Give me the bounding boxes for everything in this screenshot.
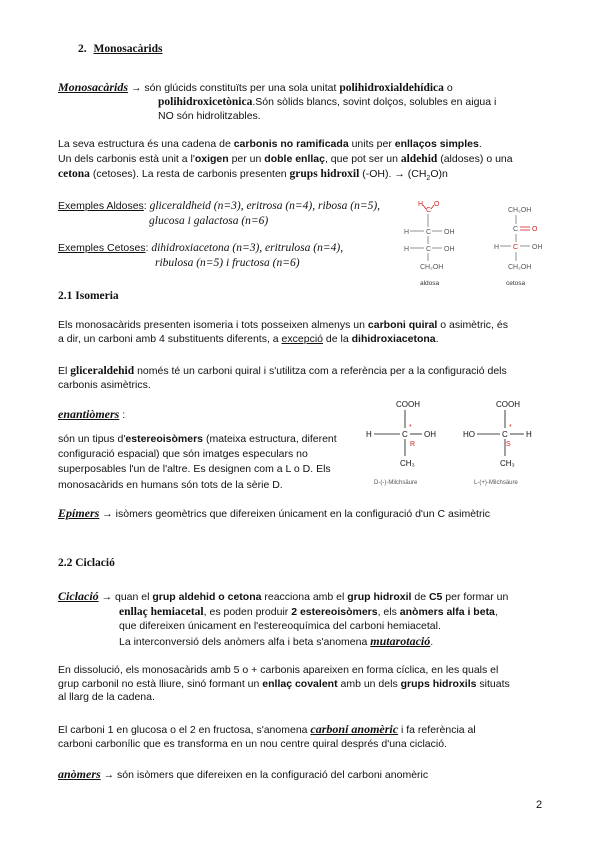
- bold-text: anòmers alfa i beta: [399, 606, 495, 618]
- term-mutarotacio: mutarotació: [370, 634, 431, 648]
- text: amb un dels: [337, 677, 401, 690]
- fischer-d: [366, 400, 436, 486]
- underlined-text: excepció: [281, 332, 323, 345]
- bold-text: C5: [428, 591, 443, 603]
- bold-term: cetona: [58, 167, 90, 180]
- dissolucio-paragraph: [58, 664, 544, 705]
- aldose-row2-h: H: [404, 246, 410, 253]
- text: La seva estructura és una cadena de: [58, 138, 234, 150]
- ketose-caption: cetosa: [506, 280, 526, 287]
- enantiomers-line-2: configuració espacial) que són imatges especulars no: [58, 448, 308, 461]
- examples-aldoses-text: gliceraldheid (n=3), eritrosa (n=4), ribosa (n=5),: [146, 200, 381, 212]
- section-heading-ciclacio: 2.2 Ciclació: [58, 557, 115, 569]
- text: El carboni 1 en glucosa o el 2 en fructosa, s'anomena: [58, 724, 311, 736]
- text: reacciona amb el: [261, 591, 348, 603]
- fischer-l-left: HO: [463, 430, 475, 439]
- ketose-mid-o: O: [532, 226, 538, 233]
- text: .Són sòlids blancs, sovint dolços, solubles en aigua i: [252, 96, 497, 108]
- text: → són isòmers que difereixen en la configuració del carboni anomèric: [100, 769, 429, 781]
- text: o: [443, 82, 453, 94]
- bold-text: carboni quiral: [367, 319, 438, 331]
- text: , que pot ser un: [324, 152, 401, 165]
- section-number: 2.: [78, 43, 87, 55]
- bold-term: gliceraldehid: [70, 365, 135, 377]
- ciclacio-line-1: [58, 589, 558, 605]
- term-epimers: Epímers: [58, 506, 100, 520]
- bold-text: oxigen: [194, 152, 229, 165]
- structure-line-2: [58, 152, 548, 167]
- examples-aldoses-label: Exemples Aldoses: [58, 200, 144, 212]
- enantiomers-line-4: monosacàrids en humans són tots de la sèrie D.: [58, 478, 283, 491]
- isomeria-p2-line-1: [58, 364, 548, 379]
- colon: :: [119, 409, 126, 421]
- ketose-structure: [494, 207, 543, 287]
- examples-cetoses-line-2: ribulosa (n=5) i fructosa (n=6): [155, 257, 300, 269]
- page-number: 2: [536, 799, 543, 811]
- anomers-line: [58, 767, 558, 783]
- subscript: 2: [426, 174, 431, 182]
- carboni-anomeric-line-2: carboni carbonílic que es transforma en un nou centre quiral després d'una ciclació.: [58, 737, 447, 750]
- epimers-line: [58, 506, 558, 522]
- text: , es poden produir: [203, 606, 292, 618]
- examples-aldoses-line-1: [58, 199, 380, 214]
- fischer-l-caption: L-(+)-Milchsäure: [474, 480, 518, 486]
- fischer-d-right: OH: [424, 430, 436, 439]
- text: .: [478, 138, 482, 150]
- text: → quan el: [98, 591, 153, 603]
- text: a dir, un carboni amb 4 substituents diferents, a: [58, 332, 282, 345]
- enantiomers-heading: [58, 407, 125, 423]
- text: de la: [323, 332, 352, 345]
- term-anomers: anòmers: [58, 767, 101, 781]
- ciclacio-line-4: [119, 634, 433, 650]
- structure-line-3: [58, 167, 548, 183]
- text: → isòmers geomètrics que difereixen únicament en la configuració d'un C asimètric: [99, 508, 491, 520]
- fischer-d-bottom: CH₃: [400, 459, 415, 468]
- structure-paragraph: [58, 138, 548, 183]
- text: per formar un: [442, 591, 509, 603]
- term-enantiomers: enantiòmers: [58, 407, 120, 421]
- text: .: [435, 332, 439, 345]
- text: per un: [228, 152, 265, 165]
- bold-text: enllaços simples: [394, 138, 479, 150]
- fischer-d-caption: D-(-)-Milchsäure: [374, 480, 418, 486]
- ketose-mid-c: C: [513, 226, 519, 233]
- dissolucio-line-1: En dissolució, els monosacàrids amb 5 o + carbonis apareixen en forma cíclica, en les quals el: [58, 664, 499, 676]
- section-heading-monosacarids: [78, 42, 163, 57]
- enantiomers-line-1: [58, 432, 351, 447]
- fischer-d-star: *: [409, 424, 412, 431]
- bold-text: carbonis no ramificada: [233, 138, 349, 150]
- isomeria-paragraph-1: [58, 319, 544, 346]
- bold-text: estereoisòmers: [125, 433, 204, 445]
- aldose-top-c: C: [426, 207, 432, 214]
- carboni-anomeric-line-1: [58, 722, 544, 738]
- text: només té un carboni quiral i s'utilitza com a referència per a la configuració dels: [134, 365, 507, 377]
- text: ,: [494, 606, 498, 618]
- aldose-row2-c: C: [426, 246, 432, 253]
- enantiomers-line-3: superposables l'un de l'altre. Es designen com a L o D. Els: [58, 463, 331, 476]
- fischer-d-center: C: [402, 430, 408, 439]
- text: (-OH). → (CH: [359, 167, 427, 180]
- examples-cetoses-text: dihidroxiacetona (n=3), eritrulosa (n=4),: [148, 242, 344, 254]
- ciclacio-line-2: [119, 605, 559, 620]
- ketose-row-h: H: [494, 244, 500, 251]
- bold-text: doble enllaç: [264, 152, 325, 165]
- fischer-l-right: H: [526, 430, 532, 439]
- fischer-l: [463, 400, 532, 486]
- isomeria-p2-line-2: carbonis asimètrics.: [58, 378, 151, 391]
- term-ciclacio: Ciclació: [58, 589, 99, 603]
- aldose-bottom: CH₂OH: [420, 264, 444, 271]
- aldose-structure: [404, 201, 455, 287]
- fischer-projections: [360, 396, 560, 488]
- bold-term: polihidroxialdehídica: [339, 82, 444, 94]
- isomeria-p1-line-1: [58, 319, 544, 333]
- fischer-d-config: R: [410, 441, 416, 448]
- enantiomers-paragraph: [58, 432, 351, 493]
- aldose-top-o: O: [434, 201, 440, 208]
- text: o asimètric, és: [437, 319, 508, 331]
- text: units per: [348, 138, 395, 150]
- fischer-l-center: C: [502, 430, 508, 439]
- fischer-l-bottom: CH₃: [500, 459, 515, 468]
- aldose-row1-h: H: [404, 229, 410, 236]
- bold-term: aldehid: [400, 152, 438, 165]
- carboni-anomeric-paragraph: [58, 722, 544, 751]
- text: Un dels carbonis està unit a l': [58, 152, 195, 165]
- text: de: [411, 591, 429, 603]
- fischer-l-top: COOH: [496, 400, 520, 409]
- dissolucio-line-3: al llarg de la cadena.: [58, 691, 155, 704]
- section-title: Monosacàrids: [93, 43, 163, 55]
- text: són un tipus d': [58, 433, 126, 445]
- text: Els monosacàrids presenten isomeria i tots posseixen almenys un: [58, 319, 368, 331]
- fischer-l-config: S: [506, 441, 511, 448]
- text: són glúcids constituïts per una sola unitat: [141, 82, 340, 94]
- aldose-row2-oh: OH: [444, 246, 455, 253]
- colon: :: [143, 200, 147, 212]
- term-monosacarids: Monosacàrids: [58, 80, 129, 94]
- ciclacio-line-3: que difereixen únicament en l'estereoquímica del carboni hemiacetal.: [119, 620, 441, 632]
- bold-term: grups hidroxil: [289, 167, 360, 180]
- bold-text: dihidroxiacetona: [351, 332, 436, 345]
- text: (mateixa estructura, diferent: [203, 433, 337, 445]
- bold-text: grups hidroxils: [400, 677, 477, 690]
- ketose-bottom: CH₂OH: [508, 264, 532, 271]
- colon: :: [145, 242, 149, 254]
- bold-term: enllaç hemiacetal: [119, 606, 204, 618]
- aldose-row1-c: C: [426, 229, 432, 236]
- section-heading-isomeria: 2.1 Isomeria: [58, 290, 119, 302]
- definition-line-1: [58, 80, 548, 96]
- dissolucio-line-2: [58, 678, 544, 692]
- aldose-ketose-diagram: [398, 198, 558, 288]
- ketose-row-oh: OH: [532, 244, 543, 251]
- text: .: [430, 636, 434, 648]
- aldose-row1-oh: OH: [444, 229, 455, 236]
- text: La interconversió dels anòmers alfa i beta s'anomena: [119, 636, 371, 648]
- fischer-d-top: COOH: [396, 400, 420, 409]
- examples-cetoses-line-1: [58, 241, 343, 256]
- bold-text: grup hidroxil: [347, 591, 412, 603]
- bold-text: enllaç covalent: [262, 677, 338, 690]
- bold-text: 2 estereoisòmers: [291, 606, 378, 618]
- examples-aldoses-line-2: glucosa i galactosa (n=6): [149, 215, 269, 227]
- arrow: →: [130, 82, 142, 94]
- text: grup carbonil no està lliure, sinó formant un: [58, 677, 263, 690]
- isomeria-p1-line-2: [58, 333, 544, 347]
- fischer-d-left: H: [366, 430, 372, 439]
- definition-line-3: [158, 110, 261, 124]
- aldose-top-h: H: [418, 201, 424, 208]
- text: i fa referència al: [398, 724, 476, 736]
- ketose-top: CH₂OH: [508, 207, 532, 214]
- bold-text: grup aldehid o cetona: [152, 591, 262, 603]
- examples-cetoses-label: Exemples Cetoses: [58, 242, 146, 254]
- text: O)n: [430, 167, 448, 180]
- structure-line-1: [58, 138, 548, 152]
- ketose-row-c: C: [513, 244, 519, 251]
- text: NO són hidrolitzables.: [158, 110, 261, 122]
- text: (aldoses) o una: [437, 152, 513, 165]
- term-carboni-anomeric: carboni anomèric: [310, 722, 399, 736]
- text: situats: [476, 677, 510, 690]
- text: (cetoses). La resta de carbonis presenten: [89, 167, 290, 180]
- isomeria-paragraph-2: [58, 364, 548, 393]
- bold-term: polihidroxicetònica: [158, 96, 253, 108]
- aldose-caption: aldosa: [420, 280, 440, 287]
- fischer-l-star: *: [509, 424, 512, 431]
- text: El: [58, 365, 71, 377]
- text: , els: [377, 606, 400, 618]
- definition-line-2: [158, 95, 496, 110]
